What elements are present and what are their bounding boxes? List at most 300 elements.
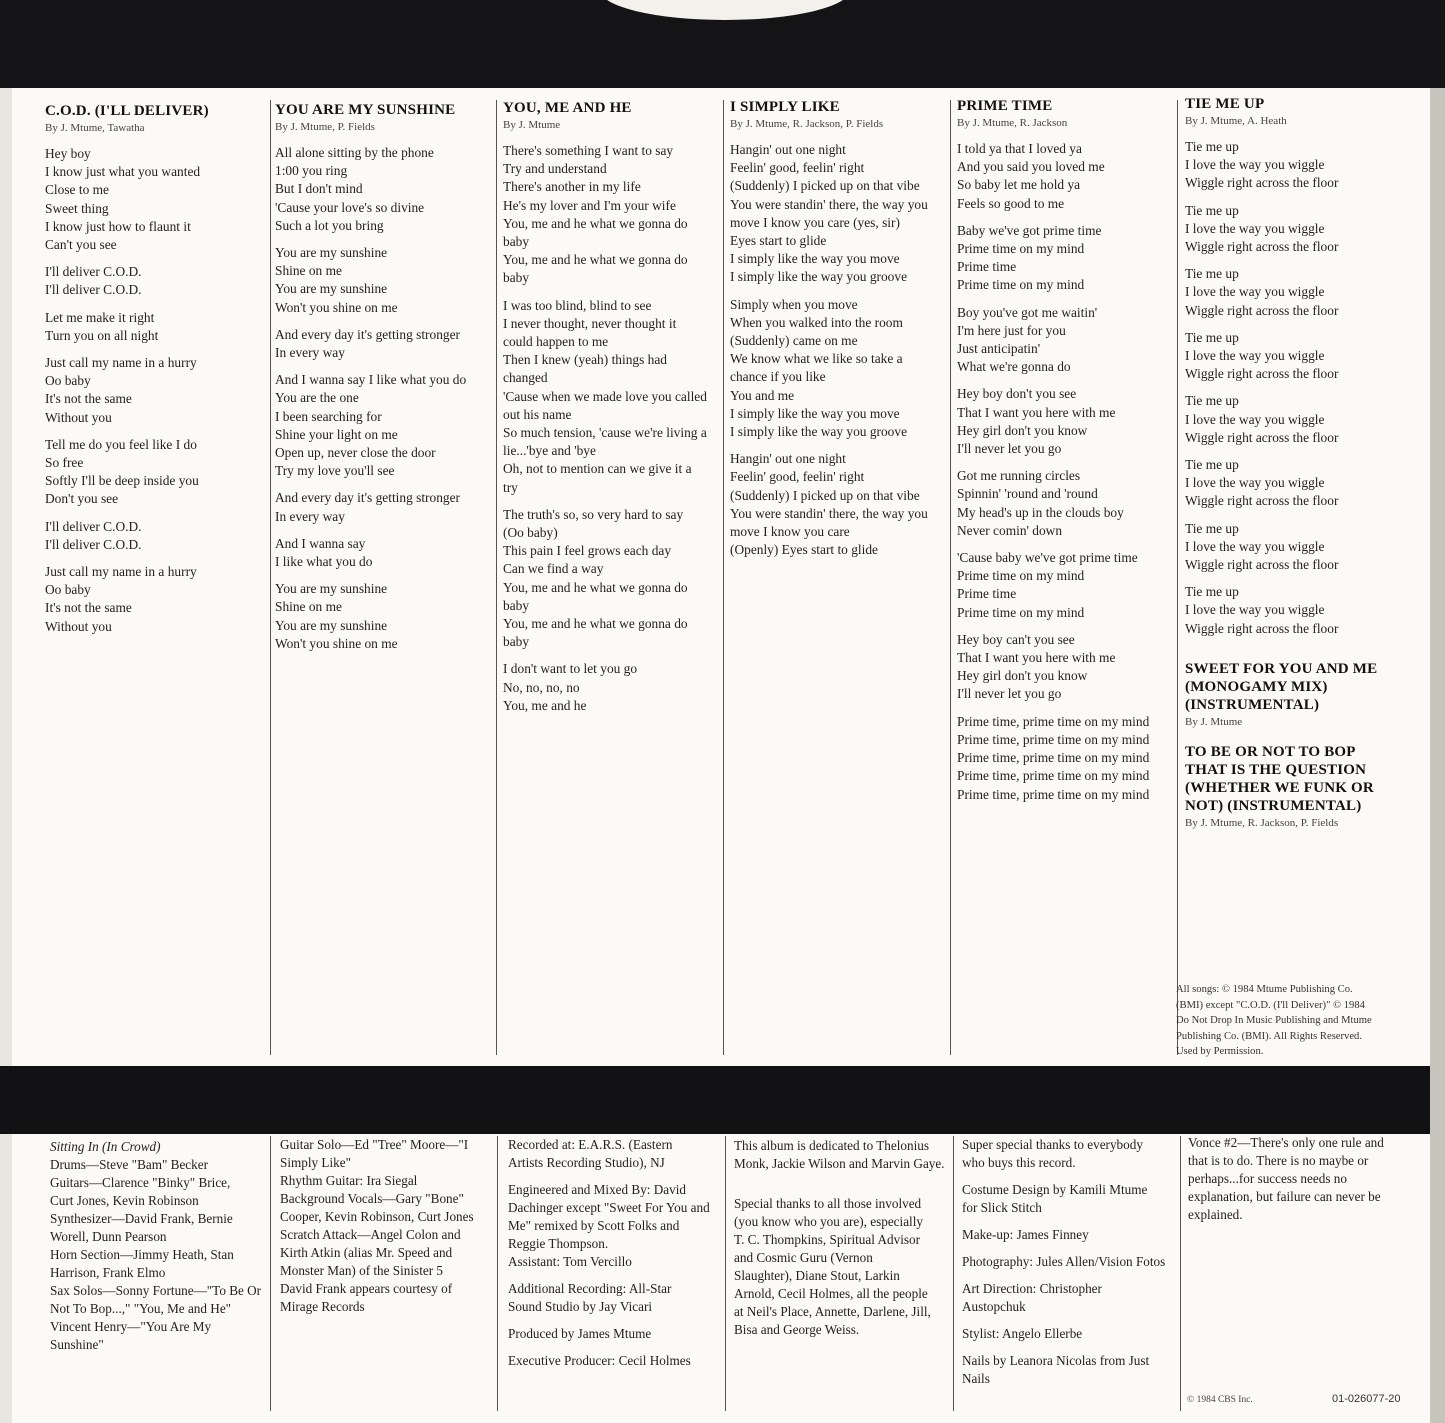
lyrics-stanza [730,296,936,442]
lyric-line: Won't you shine on me [275,299,398,315]
column-divider [497,1136,498,1411]
lyric-line: I'll deliver C.O.D. [45,518,142,534]
lyric-line: Try my love you'll see [275,463,395,479]
lyric-line: Wiggle right across the floor [1185,429,1339,445]
lyric-line: And you said you loved me [957,159,1105,175]
lyrics-stanza [1185,138,1391,193]
lyric-line: We know what we like so take a [730,351,903,367]
lyric-line: I'll deliver C.O.D. [45,282,142,298]
lyric-line: 'Cause when we made love you called [503,388,707,404]
column-divider [723,100,724,1055]
lyric-line: Just call my name in a hurry [45,564,197,580]
lyric-line: All alone sitting by the phone [275,145,434,160]
credit-line: Nails by Leanora Nicolas from Just [962,1353,1150,1368]
column-divider [725,1136,726,1411]
credit-line: Vincent Henry—"You Are My [50,1319,212,1334]
credit-item [508,1136,720,1172]
lyric-line: In every way [275,508,345,524]
song-writers: By J. Mtume, R. Jackson, P. Fields [730,118,884,130]
song-writers: By J. Mtume, A. Heath [1185,115,1287,127]
song-title: YOU ARE MY SUNSHINE [275,102,456,118]
credit-line: This album is dedicated to Thelonius [734,1138,929,1153]
lyric-line: Hey boy can't you see [957,631,1075,647]
lyric-line: I know just how to flaunt it [45,218,191,234]
lyric-line: 'Cause your love's so divine [275,199,425,215]
credit-line: Make-up: James Finney [962,1227,1089,1242]
lyric-line: Tie me up [1185,139,1239,154]
lyrics-stanza [503,297,709,497]
credit-line: Sax Solos—Sonny Fortune—"To Be Or [50,1283,262,1298]
lyric-line: Baby we've got prime time [957,222,1102,238]
credit-line: Artists Recording Studio), NJ [508,1155,665,1170]
credit-line: Harrison, Frank Elmo [50,1265,166,1280]
credit-line: Sound Studio by Jay Vicari [508,1299,653,1314]
lyric-line: I simply like the way you move [730,405,900,421]
song-column-cod [45,102,251,645]
song-column-i-simply-like [730,98,936,568]
middle-black-band [0,1066,1445,1134]
credit-line: at Neil's Place, Annette, Darlene, Jill, [734,1304,931,1319]
credit-line: Curt Jones, Kevin Robinson [50,1193,199,1208]
lyric-line: I love the way you wiggle [1185,348,1325,364]
credit-line: Super special thanks to everybody [962,1137,1143,1152]
lyric-line: Spinnin' 'round and 'round [957,486,1098,502]
credit-line: Art Direction: Christopher [962,1281,1102,1296]
lyric-line: Tie me up [1185,457,1239,473]
lyrics-stanza [957,304,1163,377]
column-divider [950,100,951,1055]
lyric-line: I'm here just for you [957,322,1066,338]
lyric-line: Simply when you move [730,296,858,312]
credit-line: Monk, Jackie Wilson and Marvin Gaye. [734,1156,945,1171]
song-column-prime-time [957,97,1163,813]
credit-line: Kirth Atkin (alias Mr. Speed and [280,1245,453,1260]
lyric-line: I simply like the way you groove [730,424,908,440]
credit-item [734,1195,946,1339]
credit-line: Guitars—Clarence "Binky" Brice, [50,1175,231,1190]
lyric-line: So much tension, 'cause we're living a [503,425,707,441]
lyrics-stanza [957,713,1163,804]
lyric-line: And every day it's getting stronger [275,490,461,506]
lyrics-stanza [1185,583,1391,638]
lyrics-stanza [45,436,251,509]
song-column-you-are-my-sunshine [275,101,481,662]
column-divider [270,1136,271,1411]
credit-line: Me" remixed by Scott Folks and [508,1218,680,1233]
cbs-copyright: © 1984 CBS Inc. [1187,1395,1253,1405]
song-writers: By J. Mtume, P. Fields [275,121,375,133]
instrumental-title-line: TO BE OR NOT TO BOP [1185,743,1356,760]
credit-line: Horn Section—Jimmy Heath, Stan [50,1247,234,1262]
lyrics-stanza [957,467,1163,540]
credit-line: Synthesizer—David Frank, Bernie [50,1211,233,1226]
lyrics-stanza [1185,392,1391,447]
lyric-line: I love the way you wiggle [1185,284,1325,300]
lyrics-stanza [503,506,709,652]
lyric-line: baby [503,634,530,650]
credit-line: Photography: Jules Allen/Vision Fotos [962,1254,1166,1269]
lyrics-stanza [275,489,481,525]
copyright-line: Used by Permission. [1176,1046,1264,1057]
lyric-line: Prime time, prime time on my mind [957,731,1150,747]
copyright-line: Do Not Drop In Music Publishing and Mtume [1176,1015,1372,1026]
column-divider [496,100,497,1055]
lyrics-stanza [730,450,936,559]
credit-line: Bisa and George Weiss. [734,1322,860,1337]
lyrics-stanza [503,660,709,715]
lyric-line: And I wanna say I like what you do [275,372,467,388]
credit-line: perhaps...for success needs no [1188,1171,1347,1186]
lyric-line: I was too blind, blind to see [503,297,652,313]
lyric-line: Wiggle right across the floor [1185,302,1339,318]
credit-line: Drums—Steve "Bam" Becker [50,1157,208,1172]
column-divider [1180,1136,1181,1411]
credit-line: Assistant: Tom Vercillo [508,1254,632,1269]
lyric-line: Eyes start to glide [730,233,827,249]
lyric-line: Boy you've got me waitin' [957,304,1098,320]
lyric-line: Prime time [957,586,1017,602]
credit-line: Cooper, Kevin Robinson, Curt Jones [280,1209,474,1224]
credit-line: Slaughter), Diane Stout, Larkin [734,1268,900,1283]
instrumental-title-line: SWEET FOR YOU AND ME [1185,660,1378,677]
lyric-line: You and me [730,387,795,403]
lyric-line: Wiggle right across the floor [1185,366,1339,382]
credit-item [962,1136,1174,1172]
lyric-line: lie...'bye and 'bye [503,443,596,459]
credits-heading: Sitting In (In Crowd) [50,1139,161,1154]
credit-item [508,1352,720,1370]
lyrics-stanza [730,141,936,287]
lyrics-stanza [957,140,1163,213]
lyrics-stanza [45,563,251,636]
song-title: C.O.D. (I'LL DELIVER) [45,103,209,119]
song-title: I SIMPLY LIKE [730,99,840,115]
credit-item [962,1253,1174,1271]
lyric-line: (Suddenly) I picked up on that vibe [730,178,920,194]
lyric-line: I love the way you wiggle [1185,411,1325,427]
lyric-line: (Oo baby) [503,525,558,541]
copyright-notice [1176,982,1406,1060]
lyric-line: chance if you like [730,369,826,385]
lyric-line: Don't you see [45,491,119,507]
lyric-line: I'll never let you go [957,686,1062,702]
credit-line: Worell, Dunn Pearson [50,1229,167,1244]
credit-line: Monster Man) of the Sinister 5 [280,1263,443,1278]
credits-recording [508,1136,720,1379]
lyric-line: 1:00 you ring [275,163,348,179]
lyric-line: move I know you care (yes, sir) [730,214,900,230]
lyric-line: Without you [45,618,112,634]
lyric-line: Feelin' good, feelin' right [730,160,865,176]
credit-item [734,1137,946,1173]
credit-line: Scratch Attack—Angel Colon and [280,1227,461,1242]
lyric-line: Tie me up [1185,266,1239,282]
lyric-line: changed [503,370,548,386]
credit-item [962,1280,1174,1316]
credit-line: Executive Producer: Cecil Holmes [508,1353,691,1368]
song-writers: By J. Mtume, R. Jackson [957,117,1068,129]
lyrics-stanza [1185,520,1391,575]
lyric-line: baby [503,234,530,250]
credit-line: T. C. Thompkins, Spiritual Advisor [734,1232,920,1247]
lyric-line: Shine on me [275,263,342,279]
credit-line: David Frank appears courtesy of [280,1281,453,1296]
credit-line: for Slick Stitch [962,1200,1042,1215]
instrumental-track [1185,743,1391,830]
instrumental-title-line: THAT IS THE QUESTION [1185,761,1367,778]
credit-item [962,1181,1174,1217]
lyric-line: Prime time, prime time on my mind [957,750,1150,766]
lyric-line: Feels so good to me [957,195,1065,211]
song-writers: By J. Mtume [503,119,561,131]
lyrics-stanza [45,263,251,299]
lyric-line: Prime time, prime time on my mind [957,768,1150,784]
lyric-line: This pain I feel grows each day [503,543,672,559]
lyric-line: You are my sunshine [275,245,388,261]
lyric-line: No, no, no, no [503,679,580,695]
lyrics-stanza [275,580,481,653]
lyric-line: Wiggle right across the floor [1185,493,1339,509]
lyric-line: I'll deliver C.O.D. [45,264,142,280]
credit-line: Arnold, Cecil Holmes, all the people [734,1286,928,1301]
lyric-line: Hey girl don't you know [957,668,1088,684]
credit-line: who buys this record. [962,1155,1076,1170]
lyric-line: Wiggle right across the floor [1185,175,1339,191]
lyric-line: Wiggle right across the floor [1185,620,1339,636]
lyrics-stanza [45,145,251,254]
lyric-line: Wiggle right across the floor [1185,557,1339,573]
song-title: YOU, ME AND HE [503,100,632,116]
lyrics-stanza [957,222,1163,295]
lyrics-stanza [45,518,251,554]
lyric-line: I love the way you wiggle [1185,538,1325,554]
lyrics-stanza [45,309,251,345]
credit-line: Mirage Records [280,1299,365,1314]
lyrics-stanza [1185,202,1391,257]
instrumental-track [1185,660,1391,729]
credit-line: (you know who you are), especially [734,1214,923,1229]
lyric-line: Tie me up [1185,520,1239,536]
lyrics-stanza [275,144,481,235]
lyric-line: Try and understand [503,161,607,177]
lyric-line: Shine your light on me [275,426,398,442]
lyric-line: I'll never let you go [957,441,1062,457]
credit-line: Additional Recording: All-Star [508,1281,672,1296]
lyric-line: Got me running circles [957,468,1081,484]
lyrics-stanza [275,326,481,362]
lyrics-stanza [45,354,251,427]
instrumental-writers: By J. Mtume, R. Jackson, P. Fields [1185,816,1339,829]
credit-line: Special thanks to all those involved [734,1196,922,1211]
lyric-line: So free [45,455,84,471]
column-divider [270,100,271,1055]
credits-thanks [962,1136,1174,1397]
lyric-line: Hey boy [45,146,91,161]
lyric-line: Oo baby [45,582,91,598]
lyric-line: (Suddenly) I picked up on that vibe [730,487,920,503]
credit-line: that is to do. There is no maybe or [1188,1153,1369,1168]
lyric-line: baby [503,270,530,286]
lyric-line: You, me and he what we gonna do [503,252,688,268]
lyric-line: You, me and he [503,697,587,713]
lyric-line: Sweet thing [45,200,109,216]
lyric-line: But I don't mind [275,181,363,197]
credit-line: Austopchuk [962,1299,1026,1314]
song-title: TIE ME UP [1185,96,1265,112]
credit-line: Costume Design by Kamili Mtume [962,1182,1148,1197]
lyric-line: You, me and he what we gonna do [503,616,688,632]
credit-line: and Cosmic Guru (Vernon [734,1250,873,1265]
lyric-line: Hangin' out one night [730,142,846,157]
lyric-line: You were standin' there, the way you [730,505,928,521]
lyric-line: And I wanna say [275,535,366,551]
lyrics-stanza [275,371,481,480]
lyric-line: I love the way you wiggle [1185,220,1325,236]
lyric-line: (Suddenly) came on me [730,333,858,349]
credit-line: Produced by James Mtume [508,1326,652,1341]
lyric-line: There's another in my life [503,179,641,195]
lyric-line: Open up, never close the door [275,445,436,461]
lyric-line: You are my sunshine [275,281,388,297]
copyright-line: Publishing Co. (BMI). All Rights Reserved. [1176,1030,1362,1042]
lyric-line: Hey boy don't you see [957,386,1077,402]
song-title: PRIME TIME [957,98,1053,114]
lyric-line: Without you [45,409,112,425]
lyric-line: When you walked into the room [730,314,903,330]
sleeve-right-edge [1430,88,1445,1423]
lyric-line: Let me make it right [45,309,155,325]
lyric-line: Oh, not to mention can we give it a [503,461,692,477]
lyric-line: You, me and he what we gonna do [503,215,688,231]
lyric-line: I been searching for [275,408,382,424]
credit-line: Nails [962,1371,990,1386]
credit-line: Engineered and Mixed By: David [508,1182,686,1197]
credit-line: Rhythm Guitar: Ira Siegal [280,1173,418,1188]
lyric-line: Prime time on my mind [957,277,1085,293]
lyric-line: I don't want to let you go [503,661,638,677]
lyric-line: So baby let me hold ya [957,177,1081,193]
instrumental-writers: By J. Mtume [1185,715,1243,728]
credit-item [962,1226,1174,1244]
catalog-number: 01-026077-20 [1332,1393,1401,1405]
lyric-line: out his name [503,406,572,422]
lyrics-stanza [957,549,1163,622]
lyrics-stanza [503,142,709,288]
lyric-line: The truth's so, so very hard to say [503,506,684,522]
lyric-line: I know just what you wanted [45,164,201,180]
lyric-line: It's not the same [45,391,132,407]
credit-line: Guitar Solo—Ed "Tree" Moore—"I [280,1137,469,1152]
lyric-line: Then I knew (yeah) things had [503,352,667,368]
lyrics-stanza [957,385,1163,458]
credits-vonce [1188,1134,1410,1224]
song-column-you-me-and-he [503,99,709,724]
lyric-line: I love the way you wiggle [1185,602,1325,618]
lyric-line: Never comin' down [957,522,1063,538]
lyric-line: move I know you care [730,524,850,540]
lyric-line: Just anticipatin' [957,341,1041,357]
lyric-line: Oo baby [45,373,91,389]
credits-musicians [280,1136,490,1316]
lyric-line: Prime time on my mind [957,241,1085,257]
lyric-line: I simply like the way you move [730,251,900,267]
lyric-line: You were standin' there, the way you [730,196,928,212]
lyric-line: Prime time on my mind [957,604,1085,620]
credit-line: Sunshine" [50,1337,104,1352]
credit-item [962,1352,1174,1388]
lyric-line: Prime time on my mind [957,568,1085,584]
lyric-line: I love the way you wiggle [1185,475,1325,491]
lyric-line: Hey girl don't you know [957,422,1088,438]
song-writers: By J. Mtume, Tawatha [45,122,145,134]
lyric-line: 'Cause baby we've got prime time [957,550,1138,566]
lyrics-stanza [275,535,481,571]
lyric-line: My head's up in the clouds boy [957,504,1124,520]
lyric-line: (Openly) Eyes start to glide [730,542,879,558]
lyric-line: I like what you do [275,554,373,570]
credits-dedication [734,1137,946,1348]
instrumental-list [1185,660,1391,830]
lyric-line: Prime time [957,259,1017,275]
credit-line: explained. [1188,1207,1243,1222]
lyric-line: Close to me [45,182,109,198]
lyric-line: He's my lover and I'm your wife [503,197,676,213]
lyric-line: It's not the same [45,600,132,616]
credit-line: Dachinger except "Sweet For You and [508,1200,710,1215]
instrumental-title-line: NOT) (INSTRUMENTAL) [1185,797,1362,814]
column-divider [1177,100,1178,1055]
lyric-line: That I want you here with me [957,404,1116,420]
lyric-line: Shine on me [275,599,342,615]
lyric-line: Tie me up [1185,584,1239,600]
column-divider [953,1136,954,1411]
copyright-line: All songs: © 1984 Mtume Publishing Co. [1176,984,1353,995]
lyric-line: Tell me do you feel like I do [45,436,197,452]
credit-line: Not To Bop...," "You, Me and He" [50,1301,232,1316]
lyric-line: I told ya that I loved ya [957,141,1082,156]
lyric-line: There's something I want to say [503,143,674,158]
lyric-line: Won't you shine on me [275,635,398,651]
lyric-line: Can't you see [45,237,117,253]
lyric-line: Hangin' out one night [730,451,846,467]
credit-item [508,1280,720,1316]
lyric-line: I'll deliver C.O.D. [45,536,142,552]
lyric-line: You are the one [275,390,359,406]
lyric-line: That I want you here with me [957,650,1116,666]
lyric-line: Tie me up [1185,202,1239,218]
song-column-tie-me-up [1185,95,1391,844]
instrumental-title-line: (INSTRUMENTAL) [1185,696,1320,713]
instrumental-title-line: (MONOGAMY MIX) [1185,678,1328,695]
credit-line: Simply Like" [280,1155,351,1170]
copyright-line: (BMI) except "C.O.D. (I'll Deliver)" © 1984 [1176,999,1365,1011]
lyric-line: Feelin' good, feelin' right [730,469,865,485]
lyric-line: Just call my name in a hurry [45,355,197,371]
lyric-line: Tie me up [1185,329,1239,345]
lyric-line: Wiggle right across the floor [1185,239,1339,255]
credit-line: Background Vocals—Gary "Bone" [280,1191,464,1206]
lyric-line: Softly I'll be deep inside you [45,473,199,489]
lyric-line: What we're gonna do [957,359,1071,375]
lyrics-stanza [1185,329,1391,384]
lyric-line: baby [503,597,530,613]
lyric-line: And every day it's getting stronger [275,326,461,342]
lyrics-stanza [275,244,481,317]
lyric-line: could happen to me [503,334,609,350]
lyric-line: In every way [275,345,345,361]
lyrics-stanza [1185,456,1391,511]
credit-item [508,1181,720,1271]
